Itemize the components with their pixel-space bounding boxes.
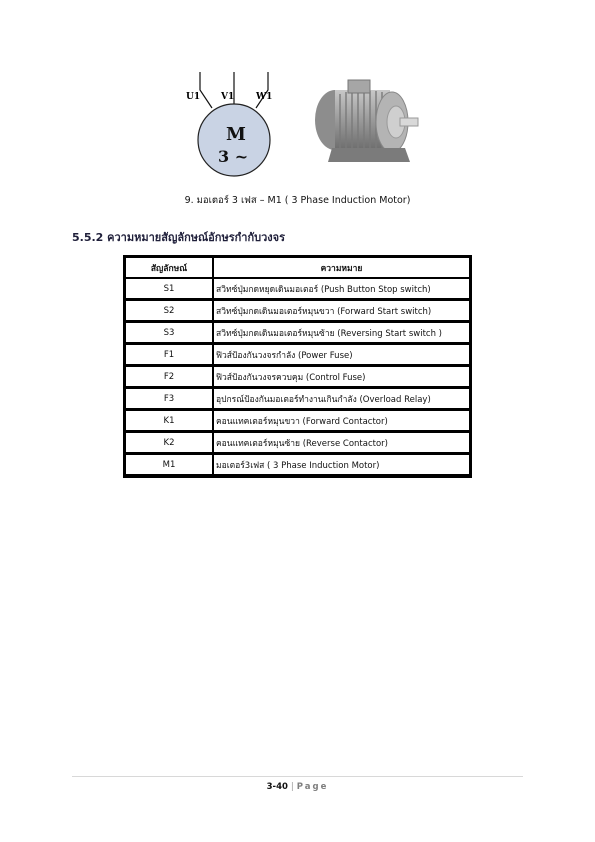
section-heading: 5.5.2 ความหมายสัญลักษณ์อักษรกำกับวงจร (72, 231, 285, 244)
row-code: K1 (125, 410, 213, 432)
page-number: 3-40 (266, 782, 288, 792)
table-row (125, 322, 470, 344)
terminal-w1: W1 (256, 92, 273, 102)
table-row (125, 454, 470, 476)
page-label: Page (296, 782, 329, 792)
header-meaning: ความหมาย (213, 257, 470, 278)
row-meaning: สวิทซ์ปุ่มกดเดินมอเตอร์หมุนซ้าย (Reversing Start switch ) (213, 322, 470, 344)
row-code: K2 (125, 432, 213, 454)
row-meaning: คอนแทคเตอร์หมุนขวา (Forward Contactor) (213, 410, 470, 432)
row-meaning: ฟิวส์ป้องกันวงจรควบคุม (Control Fuse) (213, 366, 470, 388)
page-footer (0, 782, 595, 792)
row-code: F2 (125, 366, 213, 388)
row-code: S3 (125, 322, 213, 344)
row-code: S1 (125, 278, 213, 300)
figure-caption: 9. มอเตอร์ 3 เฟส – M1 ( 3 Phase Induction Motor) (184, 195, 411, 206)
table-row (125, 432, 470, 454)
row-code: S2 (125, 300, 213, 322)
table-row (125, 410, 470, 432)
motor-figure (150, 60, 450, 190)
motor-symbol-diagram (182, 70, 292, 185)
footer-divider (72, 776, 523, 777)
table-row (125, 388, 470, 410)
terminal-v1: V1 (221, 92, 235, 102)
motor-photo (310, 78, 430, 178)
row-meaning: สวิทซ์ปุ่มกดหยุดเดินมอเตอร์ (Push Button Stop switch) (213, 278, 470, 300)
footer-separator: | (290, 782, 294, 792)
row-meaning: อุปกรณ์ป้องกันมอเตอร์ทำงานเกินกำลัง (Overload Relay) (213, 388, 470, 410)
table-row (125, 278, 470, 300)
header-symbol: สัญลักษณ์ (125, 257, 213, 278)
row-meaning: คอนแทคเตอร์หมุนซ้าย (Reverse Contactor) (213, 432, 470, 454)
row-meaning: มอเตอร์3เฟส ( 3 Phase Induction Motor) (213, 454, 470, 476)
phase-text: 3 ~ (218, 147, 249, 166)
table-row (125, 300, 470, 322)
terminal-u1: U1 (186, 92, 201, 102)
table-row (125, 344, 470, 366)
motor-letter: M (226, 124, 246, 145)
row-code: M1 (125, 454, 213, 476)
table-header-row (125, 257, 470, 278)
symbol-meaning-table (123, 255, 472, 478)
row-code: F1 (125, 344, 213, 366)
row-meaning: ฟิวส์ป้องกันวงจรกำลัง (Power Fuse) (213, 344, 470, 366)
row-code: F3 (125, 388, 213, 410)
row-meaning: สวิทซ์ปุ่มกดเดินมอเตอร์หมุนขวา (Forward Start switch) (213, 300, 470, 322)
table-row (125, 366, 470, 388)
